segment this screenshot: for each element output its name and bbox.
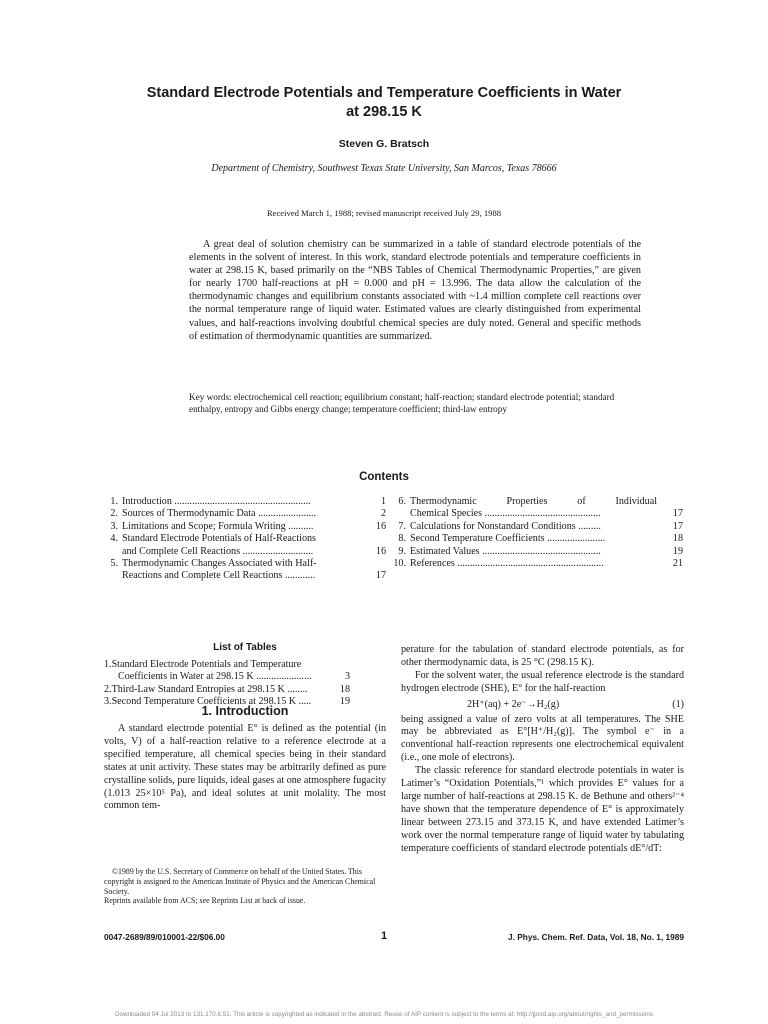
toc-item[interactable]: 3. Limitations and Scope; Formula Writing .......... 16 xyxy=(110,520,386,532)
equation-expression: 2H⁺(aq) + 2e⁻→H₂(g) xyxy=(467,698,560,710)
toc-item[interactable]: 4. Standard Electrode Potentials of Half-Reactions xyxy=(110,533,316,545)
journal-citation: J. Phys. Chem. Ref. Data, Vol. 18, No. 1, 1989 xyxy=(508,932,684,942)
download-notice: Downloaded 04 Jul 2013 to 131.170.6.51. This article is copyrighted as indicated in the abstract. Reuse of AIP content is subject to the terms at: http://jpcrd.aip.org/about/rights_and_permissions xyxy=(114,1011,654,1018)
page-number: 1 xyxy=(380,930,388,942)
toc-item[interactable]: 10. References .......................................................... 21 xyxy=(393,558,683,570)
contents-right-column xyxy=(392,496,683,570)
paragraph: For the solvent water, the usual reference electrode is the standard hydrogen electrode (SHE), E° for the half-reaction xyxy=(401,669,684,694)
paper-title xyxy=(100,84,668,122)
introduction-right-column xyxy=(401,644,684,856)
footer-code: 0047-2689/89/010001-22/$06.00 xyxy=(104,932,225,942)
equation-number: (1) xyxy=(672,698,684,710)
contents-left-column xyxy=(104,496,386,583)
toc-item[interactable]: 1. Introduction ...................................................... 1 xyxy=(110,496,386,507)
introduction-heading: 1. Introduction xyxy=(201,704,289,718)
copyright-notice xyxy=(104,867,386,906)
toc-item-continued[interactable]: Chemical Species .............................................. 17 xyxy=(410,508,683,520)
toc-item[interactable]: 6. Thermodynamic Properties of Individual xyxy=(398,496,657,507)
table-list-item[interactable]: 1.Standard Electrode Potentials and Temperature xyxy=(104,659,302,670)
toc-item-continued[interactable]: Reactions and Complete Cell Reactions ............ 17 xyxy=(122,570,386,582)
received-date: Received March 1, 1988; revised manuscript received July 29, 1988 xyxy=(266,208,502,218)
keywords: Key words: electrochemical cell reaction; equilibrium constant; half-reaction; standard electrode potential; standard enthalpy, entropy and Gibbs energy change; temperature coefficient; third-law entropy xyxy=(189,392,615,414)
toc-item[interactable]: 2. Sources of Thermodynamic Data ....................... 2 xyxy=(110,508,386,520)
author: Steven G. Bratsch xyxy=(338,138,430,150)
paragraph: The classic reference for standard electrode potentials in water is Latimer’s “Oxidation Potentials,”¹ which provides E° values for a large number of half-reactions at 298.15 K. de Bethune and others²⁻⁴ have shown that the temperature dependence of E° is approximately linear between 273.15 and 373.15 K, and have extended Latimer’s work over the normal temperature range of liquid water by tabulating temperature coefficients of standard electrode potentials dE°/dT: xyxy=(401,765,684,854)
toc-item[interactable]: 8. Second Temperature Coefficients ....................... 18 xyxy=(398,533,683,545)
reprints-text: Reprints available from ACS; see Reprints List at back of issue. xyxy=(104,896,306,906)
introduction-left-column xyxy=(104,723,386,813)
toc-item[interactable]: 7. Calculations for Nonstandard Conditions ......... 17 xyxy=(398,520,683,532)
abstract: A great deal of solution chemistry can be summarized in a table of standard electrode potentials of the elements in the solvent of interest. In this work, standard electrode potentials and temperature coefficients in water at 298.15 K, based primarily on the “NBS Tables of Chemical Thermodynamic Properties,” are given for nearly 1700 half-reactions at pH = 0.000 and pH = 13.996. The data allow the calculation of the thermodynamic changes and equilibrium constants associated with ~1.4 million complete cell reactions over the normal temperature range of liquid water. Estimated values are clearly distinguished from experimental values, and half-reactions involving doubtful chemical species are duly noted. General and specific methods of estimation of thermodynamic quantities are summarized. xyxy=(189,239,641,342)
contents-heading: Contents xyxy=(359,471,409,483)
table-list-item[interactable]: 2.Third-Law Standard Entropies at 298.15 K ........ 18 xyxy=(104,683,350,695)
toc-item-continued[interactable]: and Complete Cell Reactions ............................ 16 xyxy=(122,545,386,557)
list-of-tables xyxy=(104,659,350,709)
toc-item[interactable]: 5. Thermodynamic Changes Associated with Half- xyxy=(110,558,317,570)
table-list-item[interactable]: 3.Second Temperature Coefficients at 298.15 K ..... 19 xyxy=(104,696,350,708)
title-line-2: at 298.15 K xyxy=(346,104,422,120)
equation xyxy=(401,699,684,712)
title-line-1: Standard Electrode Potentials and Temperature Coefficients in Water xyxy=(146,85,622,101)
toc-item[interactable]: 9. Estimated Values ............................................... 19 xyxy=(398,545,683,557)
copyright-text: ©1989 by the U.S. Secretary of Commerce on behalf of the United States. This copyright is assigned to the American Institute of Physics and the American Chemical Society. xyxy=(104,867,376,896)
paragraph: A standard electrode potential E° is defined as the potential (in volts, V) of a half-reaction relative to a reference electrode at a specified temperature, all chemical species being in their standard states at unit activity. These states may be arbitrarily defined as pure crystalline solids, pure liquids, ideal gases at one atmosphere fugacity (1.013 25×10⁵ Pa), and ideal solutes at unit molality. The most common tem- xyxy=(104,723,386,812)
table-list-item-continued[interactable]: Coefficients in Water at 298.15 K ...................... 3 xyxy=(118,671,350,683)
list-of-tables-heading: List of Tables xyxy=(213,642,277,653)
affiliation: Department of Chemistry, Southwest Texas State University, San Marcos, Texas 78666 xyxy=(211,163,557,174)
paragraph: perature for the tabulation of standard electrode potentials, as for other thermodynamic data, is 25 °C (298.15 K). xyxy=(401,644,684,668)
paragraph: being assigned a value of zero volts at all temperatures. The SHE may be abbreviated as E°[H⁺/H₂(g)]. The symbol e⁻ in a conventional half-reaction represents one electrochemical equivalent (i.e., one mole of electrons). xyxy=(401,713,684,764)
